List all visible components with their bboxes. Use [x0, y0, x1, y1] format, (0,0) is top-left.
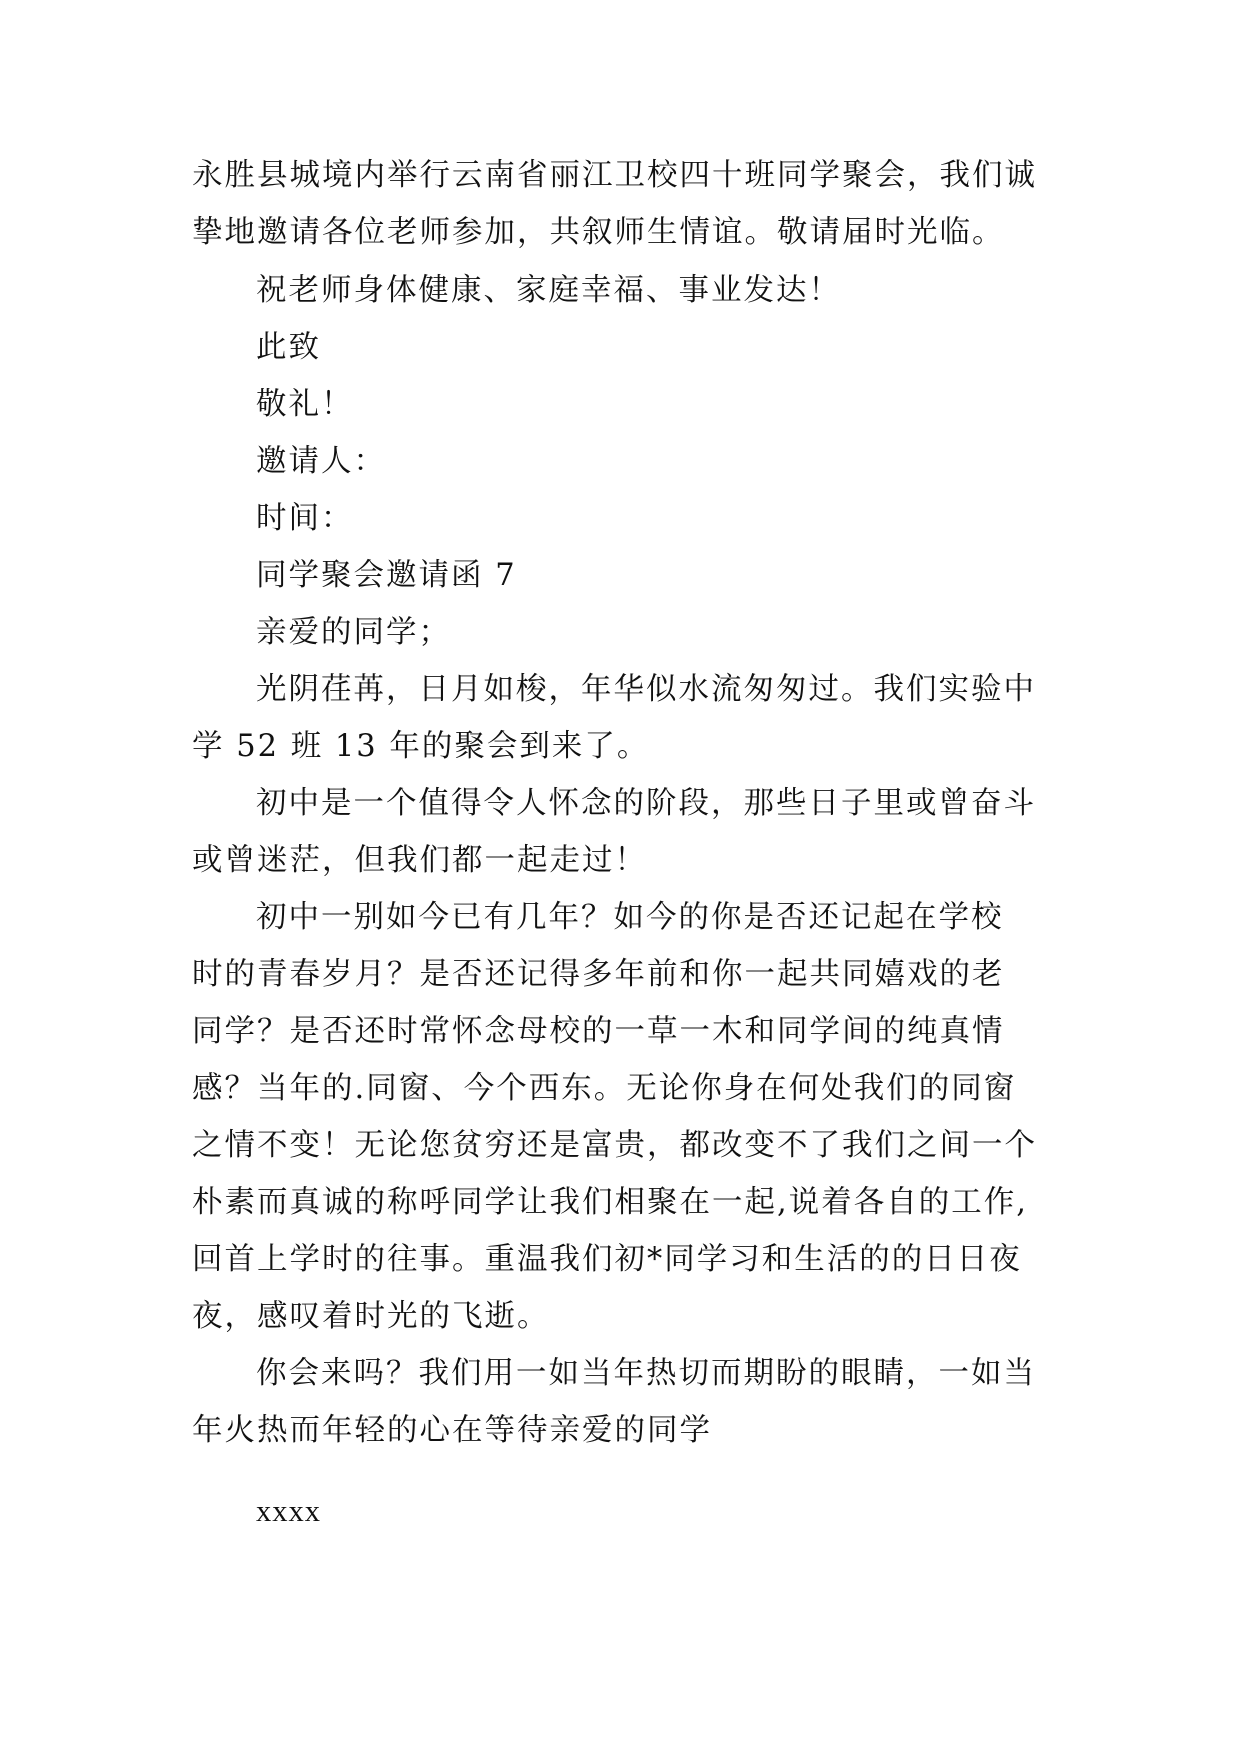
text-line: 或曾迷茫，但我们都一起走过！ — [192, 843, 647, 878]
text-line: 年火热而年轻的心在等待亲爱的同学 — [192, 1413, 712, 1448]
text-line: 初中是一个值得令人怀念的阶段，那些日子里或曾奋斗 — [256, 786, 1036, 821]
text-line: 同学？是否还时常怀念母校的一草一木和同学间的纯真情 — [192, 1014, 1005, 1049]
greeting: 亲爱的同学； — [256, 615, 451, 650]
section-heading: 同学聚会邀请函 7 — [256, 558, 517, 593]
closing-salutation: 此致 — [256, 330, 321, 365]
text-line: 之情不变！无论您贫穷还是富贵，都改变不了我们之间一个 — [192, 1128, 1037, 1163]
text-line: 感？当年的.同窗、今个西东。无论你身在何处我们的同窗 — [192, 1071, 1017, 1106]
time-label: 时间： — [256, 501, 354, 536]
text-line: 朴素而真诚的称呼同学让我们相聚在一起,说着各自的工作, — [192, 1185, 1028, 1220]
text-line: 学 52 班 13 年的聚会到来了。 — [192, 729, 650, 764]
text-line: 夜，感叹着时光的飞逝。 — [192, 1299, 550, 1334]
closing-regards: 敬礼！ — [256, 387, 354, 422]
text-line: 祝老师身体健康、家庭幸福、事业发达！ — [256, 273, 841, 308]
inviter-label: 邀请人： — [256, 444, 386, 479]
text-line: 挚地邀请各位老师参加，共叙师生情谊。敬请届时光临。 — [192, 215, 1005, 250]
text-line: 你会来吗？我们用一如当年热切而期盼的眼睛，一如当 — [256, 1356, 1036, 1391]
text-line: 回首上学时的往事。重温我们初*同学习和生活的的日日夜 — [192, 1242, 1022, 1277]
text-line: 永胜县城境内举行云南省丽江卫校四十班同学聚会，我们诚 — [192, 158, 1037, 193]
text-line: 时的青春岁月？是否还记得多年前和你一起共同嬉戏的老 — [192, 957, 1005, 992]
text-line: 光阴荏苒，日月如梭，年华似水流匆匆过。我们实验中 — [256, 672, 1036, 707]
text-line: 初中一别如今已有几年？如今的你是否还记起在学校 — [256, 900, 1004, 935]
signature-placeholder: xxxx — [256, 1494, 321, 1528]
